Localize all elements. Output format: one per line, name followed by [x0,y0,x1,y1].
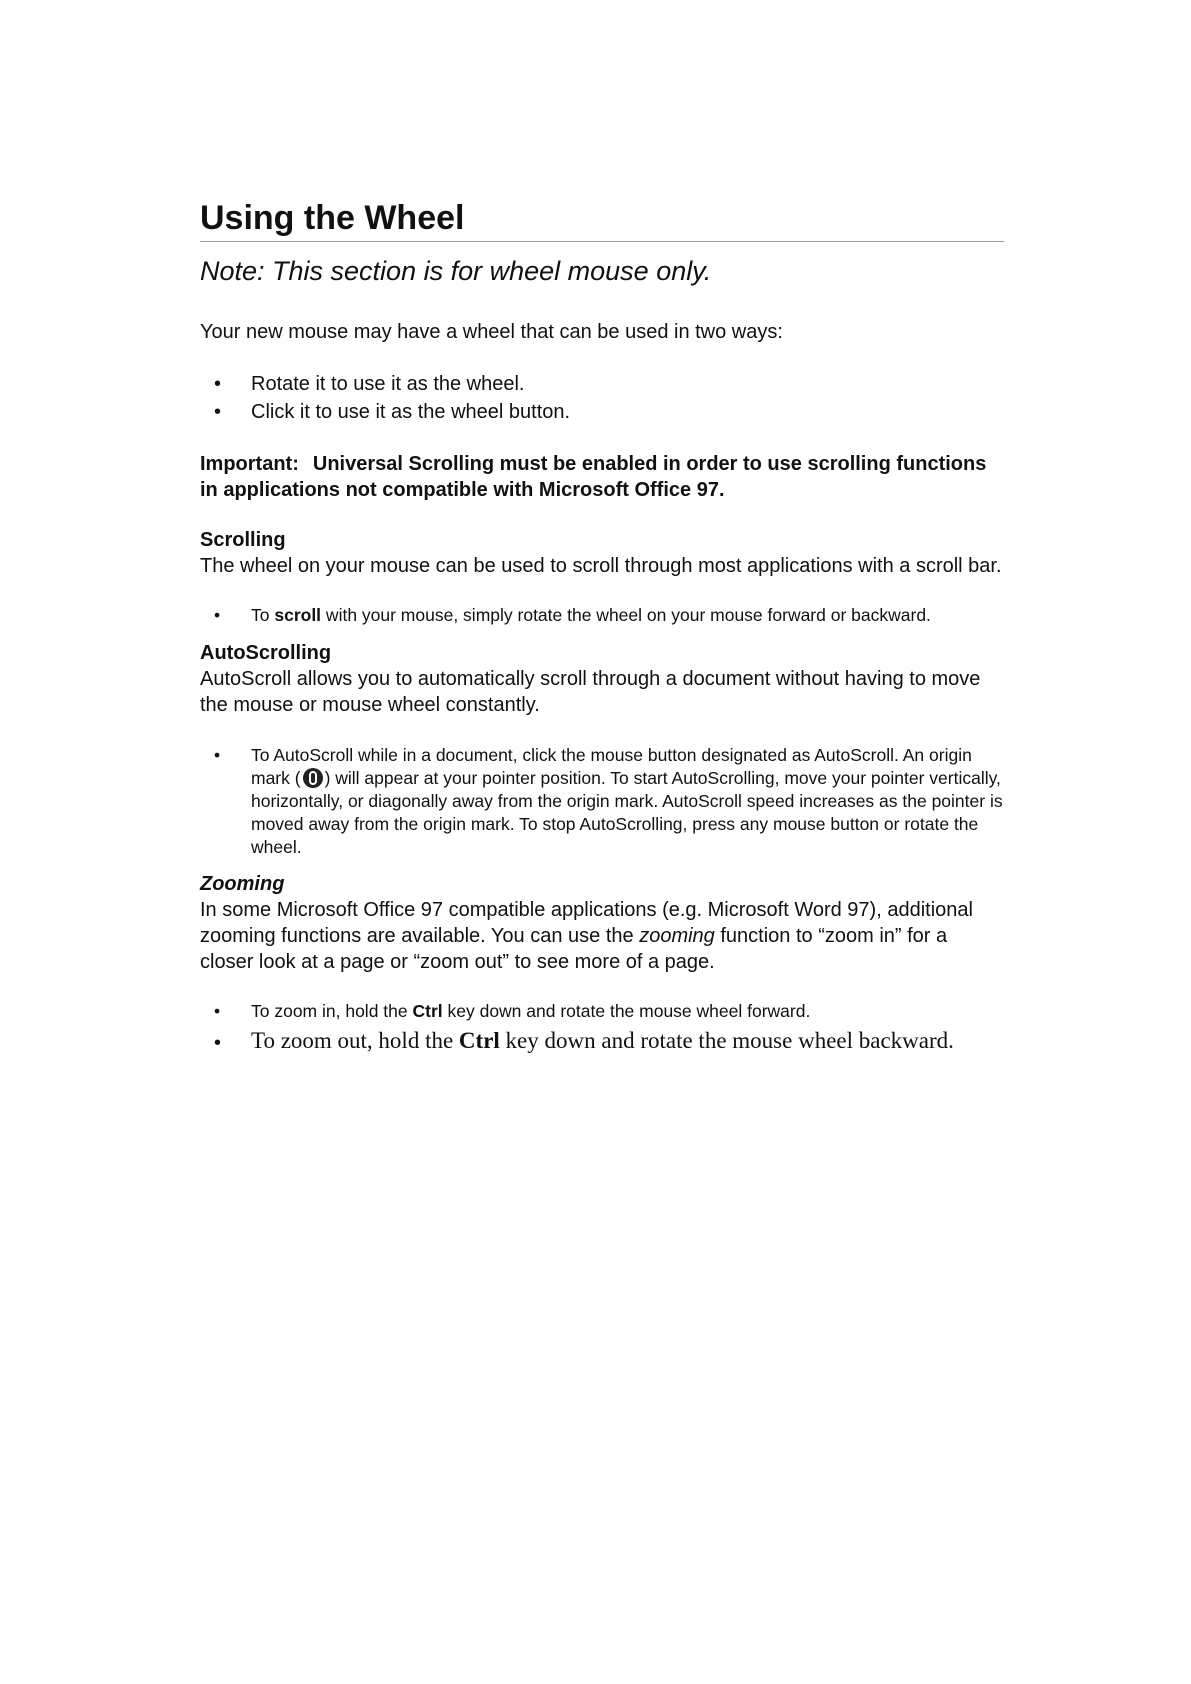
zooming-paragraph: In some Microsoft Office 97 compatible applications (e.g. Microsoft Word 97), additional zooming functions are available. You can use the zooming function to “zoom in” for a closer look at a page or “zoom out” to see more of a page. [200,899,973,973]
scrolling-paragraph: The wheel on your mouse can be used to scroll through most applications with a scroll bar. [200,555,1002,577]
bullet-icon: • [214,1032,222,1054]
bullet-icon: • [214,1001,221,1021]
autoscrolling-paragraph: AutoScroll allows you to automatically scroll through a document without having to move the mouse or mouse wheel constantly. [200,668,981,716]
page-title: Using the Wheel [200,196,1004,242]
bullet-icon: • [214,745,221,765]
bullet-icon: • [214,605,221,625]
important-text: Universal Scrolling must be enabled in order to use scrolling functions in applications not compatible with Microsoft Office 97. [200,453,987,501]
scrolling-heading: Scrolling [200,529,286,551]
document-page [200,196,1004,1056]
list-item: • To AutoScroll while in a document, click the mouse button designated as AutoScroll. An origin mark ( ) will appear at your pointer position. To start AutoScrolling, move your pointer vertically, horizontally, or diagonally away from the origin mark. AutoScroll speed increases as the pointer is moved away from the origin mark. To stop AutoScrolling, press any mouse button or rotate the wheel. [214,745,1003,857]
scrolling-list [200,604,1004,627]
wheel-mouse-note: Note: This section is for wheel mouse only. [200,256,712,286]
list-item: • To zoom out, hold the Ctrl key down and rotate the mouse wheel backward. [200,1026,1004,1056]
bullet-icon: • [214,401,222,423]
origin-mark-icon [303,768,323,788]
zooming-list [200,1000,1004,1056]
bullet-icon: • [214,373,222,395]
list-item: • Rotate it to use it as the wheel. [200,370,1004,398]
autoscrolling-heading: AutoScrolling [200,642,332,664]
intro-paragraph: Your new mouse may have a wheel that can be used in two ways: [200,321,783,343]
list-item: • To scroll with your mouse, simply rotate the wheel on your mouse forward or backward. [214,605,931,625]
important-label: Important: [200,453,299,475]
zooming-heading: Zooming [200,873,285,895]
important-notice [200,451,1004,503]
autoscrolling-list [200,744,1004,859]
wheel-uses-list [200,370,1004,426]
list-item: • To zoom in, hold the Ctrl key down and rotate the mouse wheel forward. [214,1001,811,1021]
list-item: • Click it to use it as the wheel button. [200,398,1004,426]
